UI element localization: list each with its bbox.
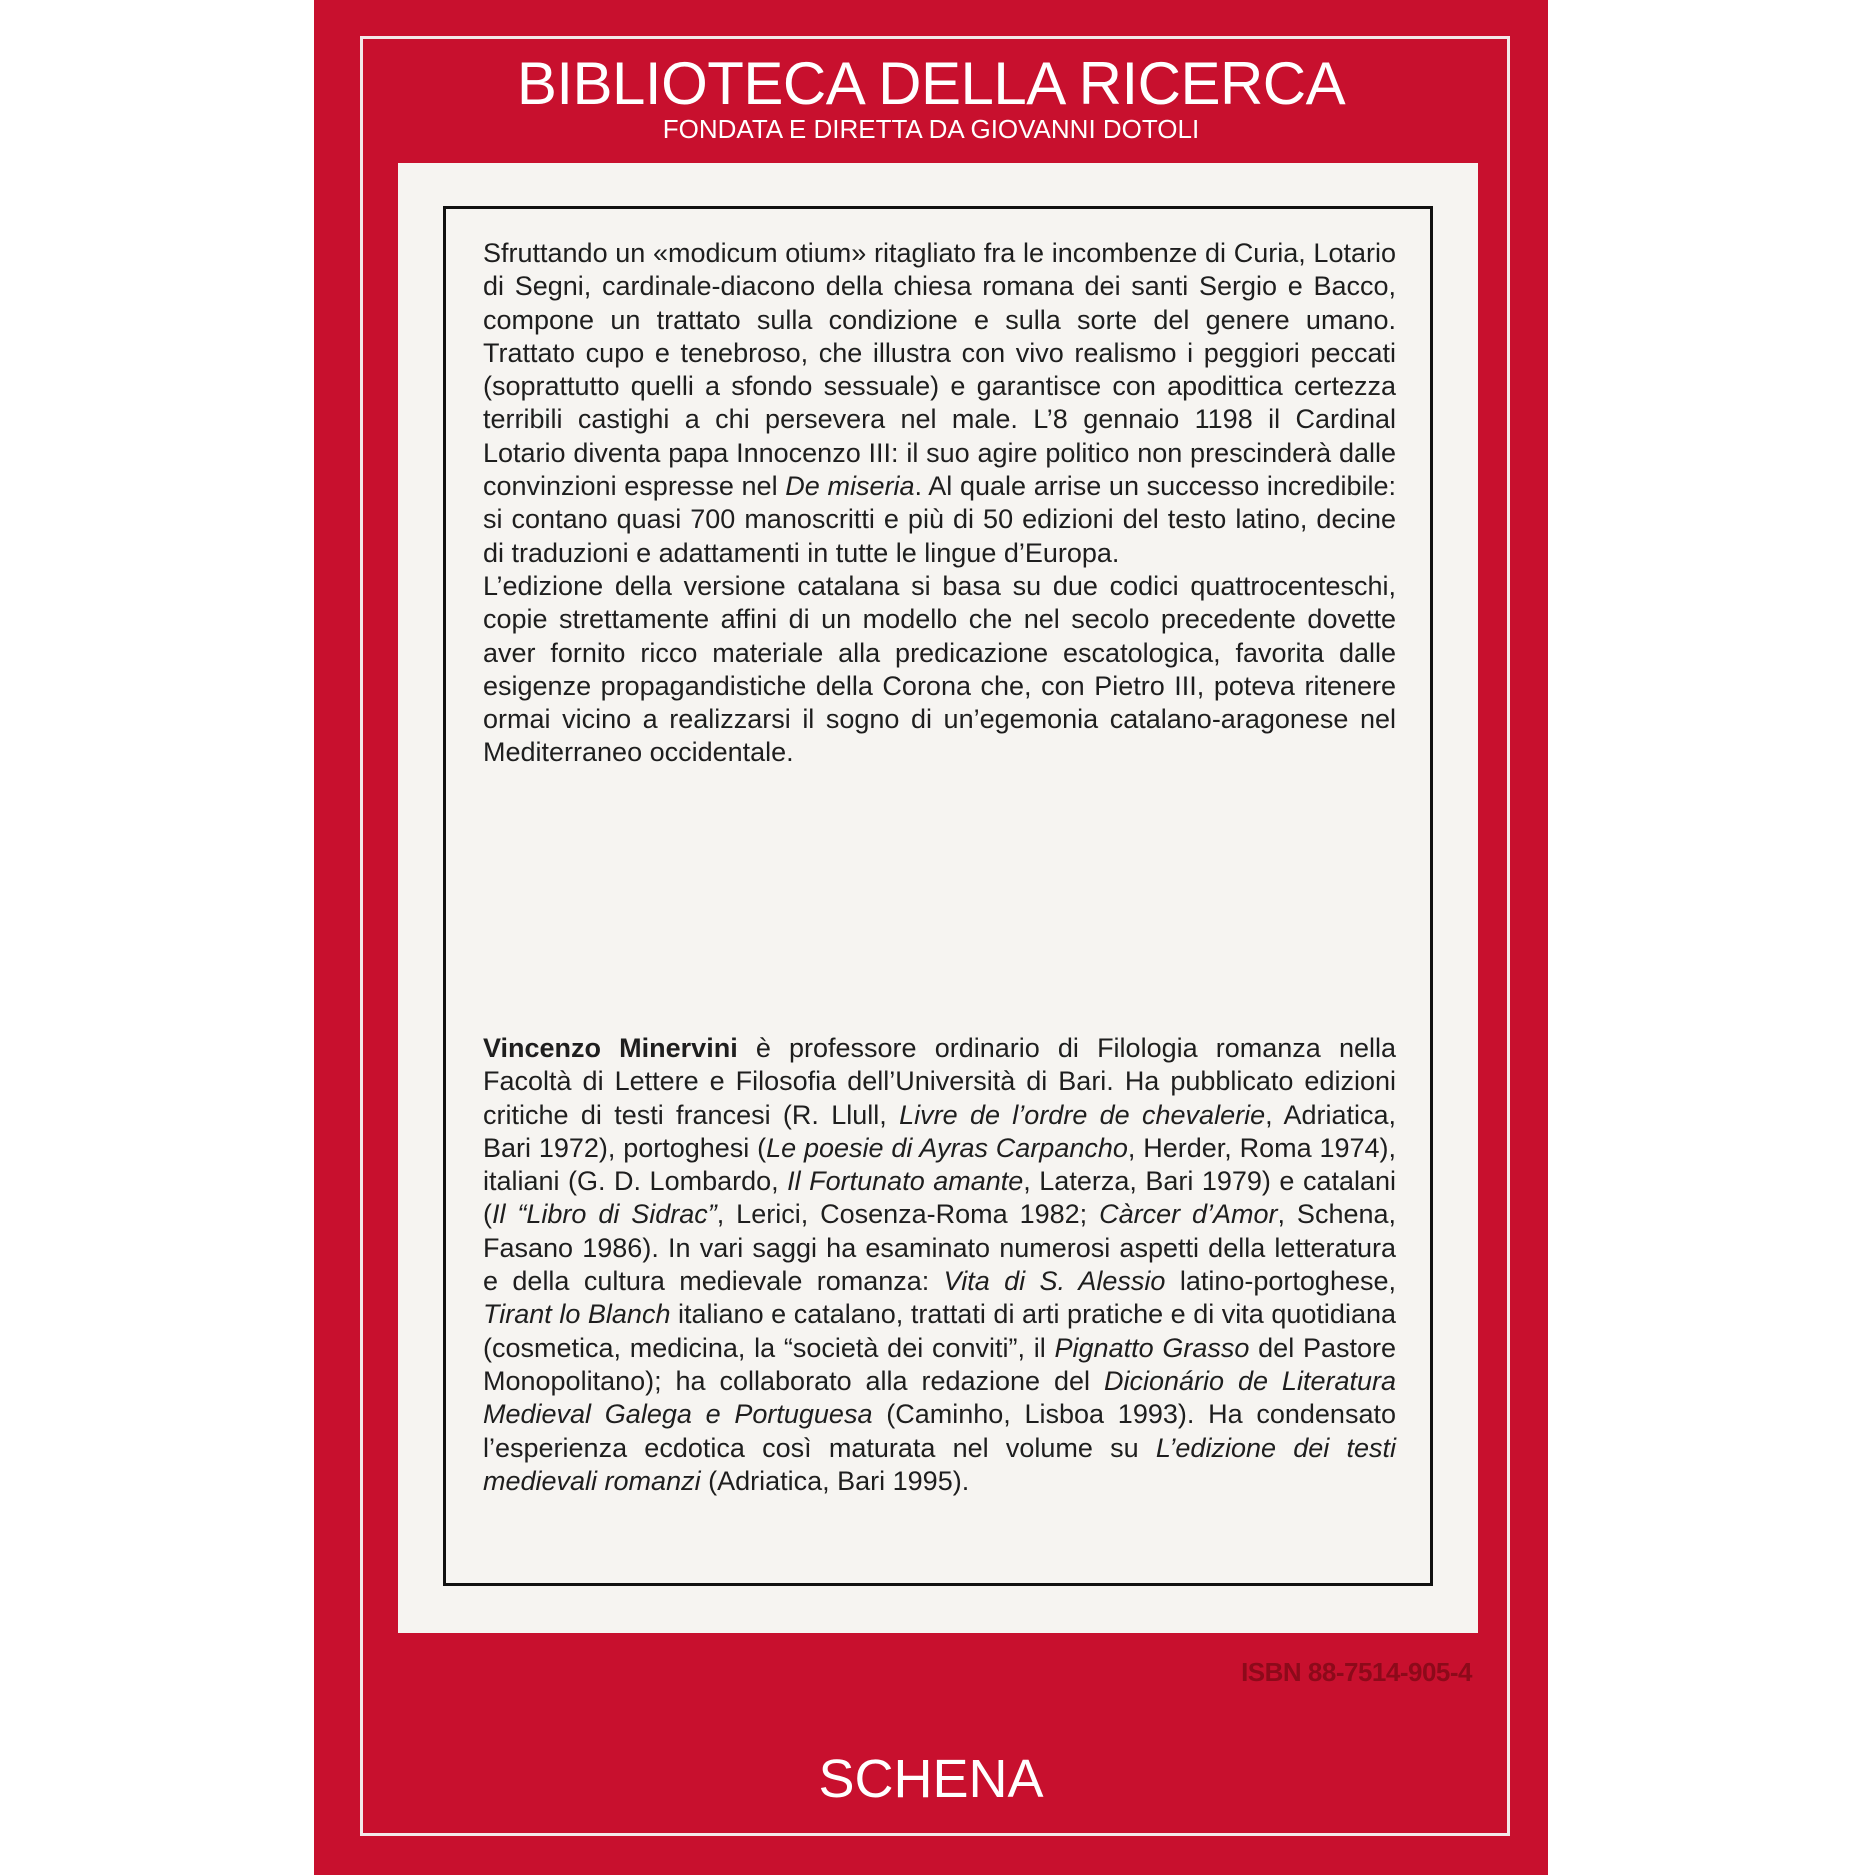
- series-title: BIBLIOTECA DELLA RICERCA: [516, 50, 1346, 117]
- blurb-text: Sfruttando un «modicum otium» ritagliato fra le incombenze di Curia, Lotario di Segni, cardinale-diacono della chiesa romana dei santi Sergio e Bacco, compone un trattato sulla condizione e sulla sorte del genere umano. Trattato cupo e tenebroso, che illustra con vivo realismo i peggiori peccati (soprattutto quelli a sfondo sessuale) e garantisce con apodittica certezza terribili castighi a chi persevera nel male. L’8 gennaio 1198 il Cardinal Lotario diventa papa Innocenzo III: il suo agire politico non prescinderà dalle convinzioni espresse nel: [483, 238, 1396, 502]
- bio-text: , Herder, Roma 1974), italiani (G. D. Lombardo,: [483, 1132, 1396, 1197]
- bio-text: , Lerici, Cosenza-Roma 1982;: [716, 1199, 1100, 1230]
- publisher-name: SCHENA: [818, 1749, 1044, 1809]
- bio-text: italiano e catalano, trattati di arti pratiche e di vita quotidiana (cosmetica, medicina, la “società dei conviti”, il: [483, 1299, 1396, 1363]
- text-box: [443, 206, 1433, 1586]
- work-title: L’edizione dei testi medievali romanzi: [483, 1432, 1396, 1496]
- series-subtitle: FONDATA E DIRETTA DA GIOVANNI DOTOLI: [662, 114, 1200, 144]
- author-bio: [483, 1032, 1396, 1498]
- bio-text: è professore ordinario di Filologia romanza nella Facoltà di Lettere e Filosofia dell’Università di Bari. Ha pubblicato edizioni critiche di testi francesi (R. Llull,: [483, 1033, 1396, 1130]
- blurb-text: . Al quale arrise un successo incredibile: si contano quasi 700 manoscritti e più di 50 edizioni del testo latino, decine di traduzioni e adattamenti in tutte le lingue d’Europa.: [483, 471, 1396, 568]
- work-title: Il “Libro di Sidrac”: [492, 1199, 717, 1230]
- blurb-paragraph-2: L’edizione della versione catalana si basa su due codici quattrocenteschi, copie strettamente affini di un modello che nel secolo precedente dovette aver fornito ricco materiale alla predicazione escatologica, favorita dalle esigenze propagandistiche della Corona che, con Pietro III, poteva ritenere ormai vicino a realizzarsi il sogno di un’egemonia catalano-aragonese nel Mediterraneo occidentale.: [483, 570, 1396, 768]
- work-title: Le poesie di Ayras Carpancho: [766, 1132, 1128, 1163]
- isbn-number: ISBN 88-7514-905-4: [1241, 1657, 1472, 1687]
- bio-text: , Laterza, Bari 1979) e catalani (: [483, 1166, 1397, 1230]
- bio-text: latino-portoghese,: [1165, 1266, 1396, 1297]
- bio-text: , Schena, Fasano 1986). In vari saggi ha esaminato numerosi aspetti della letteratura e della cultura medievale romanza:: [483, 1199, 1397, 1297]
- bio-text: del Pastore Monopolitano); ha collaborato alla redazione del: [483, 1332, 1397, 1396]
- author-name: Vincenzo Minervini: [483, 1033, 738, 1063]
- bio-text: , Adriatica, Bari 1972), portoghesi (: [483, 1099, 1396, 1163]
- work-title: Livre de l’ordre de chevalerie: [899, 1099, 1266, 1130]
- work-title: Il Fortunato amante: [787, 1166, 1024, 1197]
- book-title: De miseria: [785, 471, 915, 502]
- work-title: Dicionário de Literatura Medieval Galega e Portuguesa: [483, 1365, 1396, 1430]
- back-cover: [314, 0, 1548, 1875]
- work-title: Pignatto Grasso: [1054, 1332, 1250, 1363]
- bio-text: (Caminho, Lisboa 1993). Ha condensato l’esperienza ecdotica così maturata nel volume su: [483, 1399, 1396, 1463]
- work-title: Tirant lo Blanch: [483, 1299, 671, 1330]
- work-title: Càrcer d’Amor: [1099, 1199, 1278, 1230]
- blurb-paragraph-1: [483, 237, 1396, 570]
- work-title: Vita di S. Alessio: [943, 1266, 1166, 1297]
- bio-text: (Adriatica, Bari 1995).: [700, 1465, 970, 1496]
- text-panel: [398, 163, 1478, 1633]
